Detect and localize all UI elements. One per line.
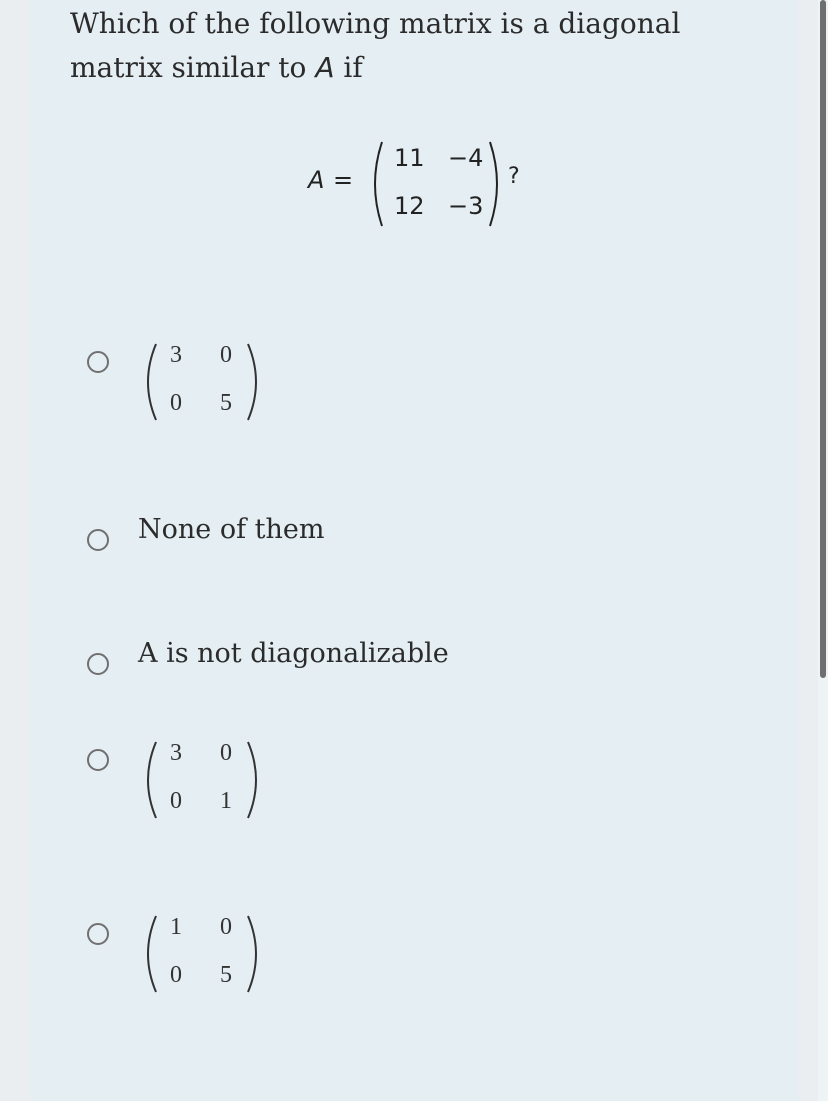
radio-button[interactable] (87, 351, 109, 373)
matrix-cell: 3 (170, 342, 182, 368)
matrix-cell: 1 (170, 914, 182, 940)
matrix-cell: 0 (220, 740, 232, 766)
scrollbar-track[interactable] (818, 0, 828, 1101)
matrix-cell: 5 (220, 390, 232, 416)
question-text-before: Which of the following matrix is a diagonal matrix similar to (70, 7, 681, 84)
matrix-a-cell: −4 (448, 144, 484, 172)
matrix-a-equals: = (333, 166, 354, 194)
option-matrix (140, 738, 270, 822)
question-variable: A (315, 51, 335, 84)
option-label[interactable]: None of them (138, 514, 325, 545)
matrix-cell: 1 (220, 788, 232, 814)
matrix-cell: 0 (170, 962, 182, 988)
matrix-cell: 0 (170, 390, 182, 416)
radio-button[interactable] (87, 923, 109, 945)
matrix-a-question-mark: ? (508, 164, 520, 189)
matrix-a-cell: 11 (394, 144, 425, 172)
matrix-parentheses (140, 738, 270, 822)
matrix-parentheses (140, 340, 270, 424)
matrix-cell: 0 (220, 342, 232, 368)
scrollbar-thumb[interactable] (820, 0, 826, 678)
matrix-cell: 0 (170, 788, 182, 814)
matrix-cell: 0 (220, 914, 232, 940)
matrix-cell: 3 (170, 740, 182, 766)
question-text (70, 2, 750, 90)
matrix-parentheses (140, 912, 270, 996)
matrix-a-label: A (308, 166, 325, 194)
option-matrix (140, 912, 270, 996)
matrix-a-cell: −3 (448, 192, 484, 220)
option-matrix (140, 340, 270, 424)
radio-button[interactable] (87, 653, 109, 675)
matrix-a-parentheses (366, 138, 506, 230)
matrix-a-cell: 12 (394, 192, 425, 220)
question-text-after: if (343, 51, 363, 84)
radio-button[interactable] (87, 529, 109, 551)
radio-button[interactable] (87, 749, 109, 771)
option-label[interactable]: A is not diagonalizable (138, 638, 449, 669)
matrix-cell: 5 (220, 962, 232, 988)
